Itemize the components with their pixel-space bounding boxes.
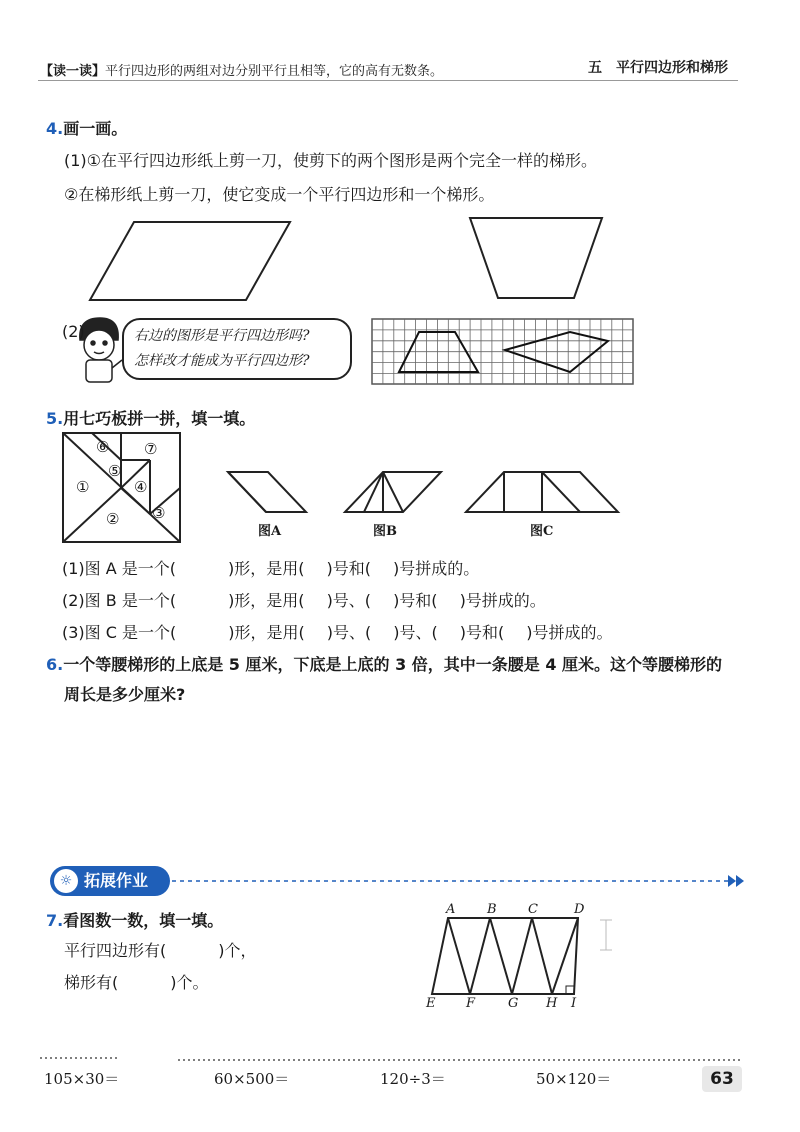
q7-height-marks [600, 920, 612, 950]
figure-b-label: 图B [373, 524, 397, 539]
q4-line2: ②在梯形纸上剪一刀，使它变成一个平行四边形和一个梯形。 [64, 185, 495, 204]
boy-cartoon [80, 318, 122, 382]
tangram-piece-2: ② [106, 510, 120, 528]
q5-l3-part6: )号拼成的。 [526, 623, 613, 642]
parallelogram-shape [90, 222, 290, 300]
speech-line1: 右边的图形是平行四边形吗? [134, 328, 310, 344]
q5-l2-part3: )号、( [326, 591, 372, 610]
calc-1: 105×30＝ [44, 1070, 120, 1088]
q5-l2-part5: )号拼成的。 [459, 591, 546, 610]
point-e: E [426, 996, 436, 1011]
extension-arrow-1 [728, 875, 736, 887]
q5-l3-part2: )形，是用( [228, 623, 305, 642]
q7-l2-part1: 梯形有( [64, 973, 119, 992]
q4-title: 画一画。 [63, 119, 128, 138]
figure-c-label: 图C [530, 524, 554, 539]
q5-title: 用七巧板拼一拼，填一填。 [63, 409, 256, 428]
tangram-piece-4: ④ [134, 478, 148, 496]
q5-line2 [62, 588, 546, 611]
q5-l1-part3: )号和( [326, 559, 372, 578]
tangram-piece-3: ③ [152, 504, 166, 522]
q5-l1-part4: )号拼成的。 [393, 559, 480, 578]
speech-bubble [122, 318, 352, 380]
figure-b [345, 472, 441, 512]
q4-number: 4. [46, 119, 64, 138]
extension-badge-label: 拓展作业 [84, 871, 149, 890]
q5-l1-part1: (1)图 A 是一个( [62, 559, 177, 578]
q5-l2-part2: )形，是用( [228, 591, 305, 610]
q7-line2 [64, 970, 209, 993]
q5-l2-part1: (2)图 B 是一个( [62, 591, 177, 610]
tangram-piece-1: ① [76, 478, 90, 496]
q7-title: 看图数一数，填一填。 [63, 911, 224, 930]
q7-l2-part2: )个。 [170, 973, 209, 992]
header-tag: 【读一读】 [40, 64, 106, 79]
q5-heading [46, 406, 255, 429]
extension-arrow-2 [736, 875, 744, 887]
chapter-title: 五 平行四边形和梯形 [588, 60, 728, 76]
figure-c [466, 472, 618, 512]
q7-number: 7. [46, 911, 64, 930]
tangram-piece-6: ⑥ [96, 438, 110, 456]
trapezoid-shape [470, 218, 602, 298]
point-d: D [574, 902, 585, 917]
figure-a-label: 图A [258, 524, 282, 539]
point-f: F [466, 996, 476, 1011]
q5-l3-part5: )号和( [459, 623, 505, 642]
figure-a [228, 472, 306, 512]
q5-number: 5. [46, 409, 64, 428]
q4-line1: (1)①在平行四边形纸上剪一刀，使剪下的两个图形是两个完全一样的梯形。 [64, 151, 598, 170]
point-g: G [508, 996, 519, 1011]
page-number: 63 [702, 1066, 742, 1092]
q7-l1-part1: 平行四边形有( [64, 941, 167, 960]
calc-4: 50×120＝ [536, 1070, 612, 1088]
q5-l2-part4: )号和( [393, 591, 438, 610]
point-h: H [546, 996, 558, 1011]
q5-line1 [62, 556, 479, 579]
q5-l1-part2: )形，是用( [228, 559, 305, 578]
q4-sub2-label: (2) [62, 322, 85, 341]
point-i: I [571, 996, 577, 1011]
tangram-piece-5: ⑤ [108, 462, 122, 480]
tangram-piece-7: ⑦ [144, 440, 158, 458]
q5-l3-part1: (3)图 C 是一个( [62, 623, 177, 642]
q6-number: 6. [46, 655, 64, 674]
extension-badge [50, 866, 170, 896]
q6-line2: 周长是多少厘米? [64, 685, 186, 704]
q7-line1 [64, 938, 257, 961]
q6-line1 [46, 652, 722, 675]
lightbulb-icon: ☼ [54, 869, 78, 893]
q5-l3-part3: )号、( [326, 623, 372, 642]
speech-line2: 怎样改才能成为平行四边形? [134, 353, 310, 369]
q7-heading [46, 908, 223, 931]
q6-text: 一个等腰梯形的上底是 5 厘米，下底是上底的 3 倍，其中一条腰是 4 厘米。这个等腰梯形的 [63, 655, 723, 674]
header-text: 平行四边形的两组对边分别平行且相等，它的高有无数条。 [105, 64, 444, 79]
q7-l1-part2: )个， [218, 941, 257, 960]
calc-2: 60×500＝ [214, 1070, 290, 1088]
calc-3: 120÷3＝ [380, 1070, 446, 1088]
point-c: C [528, 902, 538, 917]
point-b: B [487, 902, 497, 917]
q5-l3-part4: )号、( [393, 623, 438, 642]
q5-line3 [62, 620, 613, 643]
q7-figure [432, 918, 578, 994]
point-a: A [446, 902, 456, 917]
